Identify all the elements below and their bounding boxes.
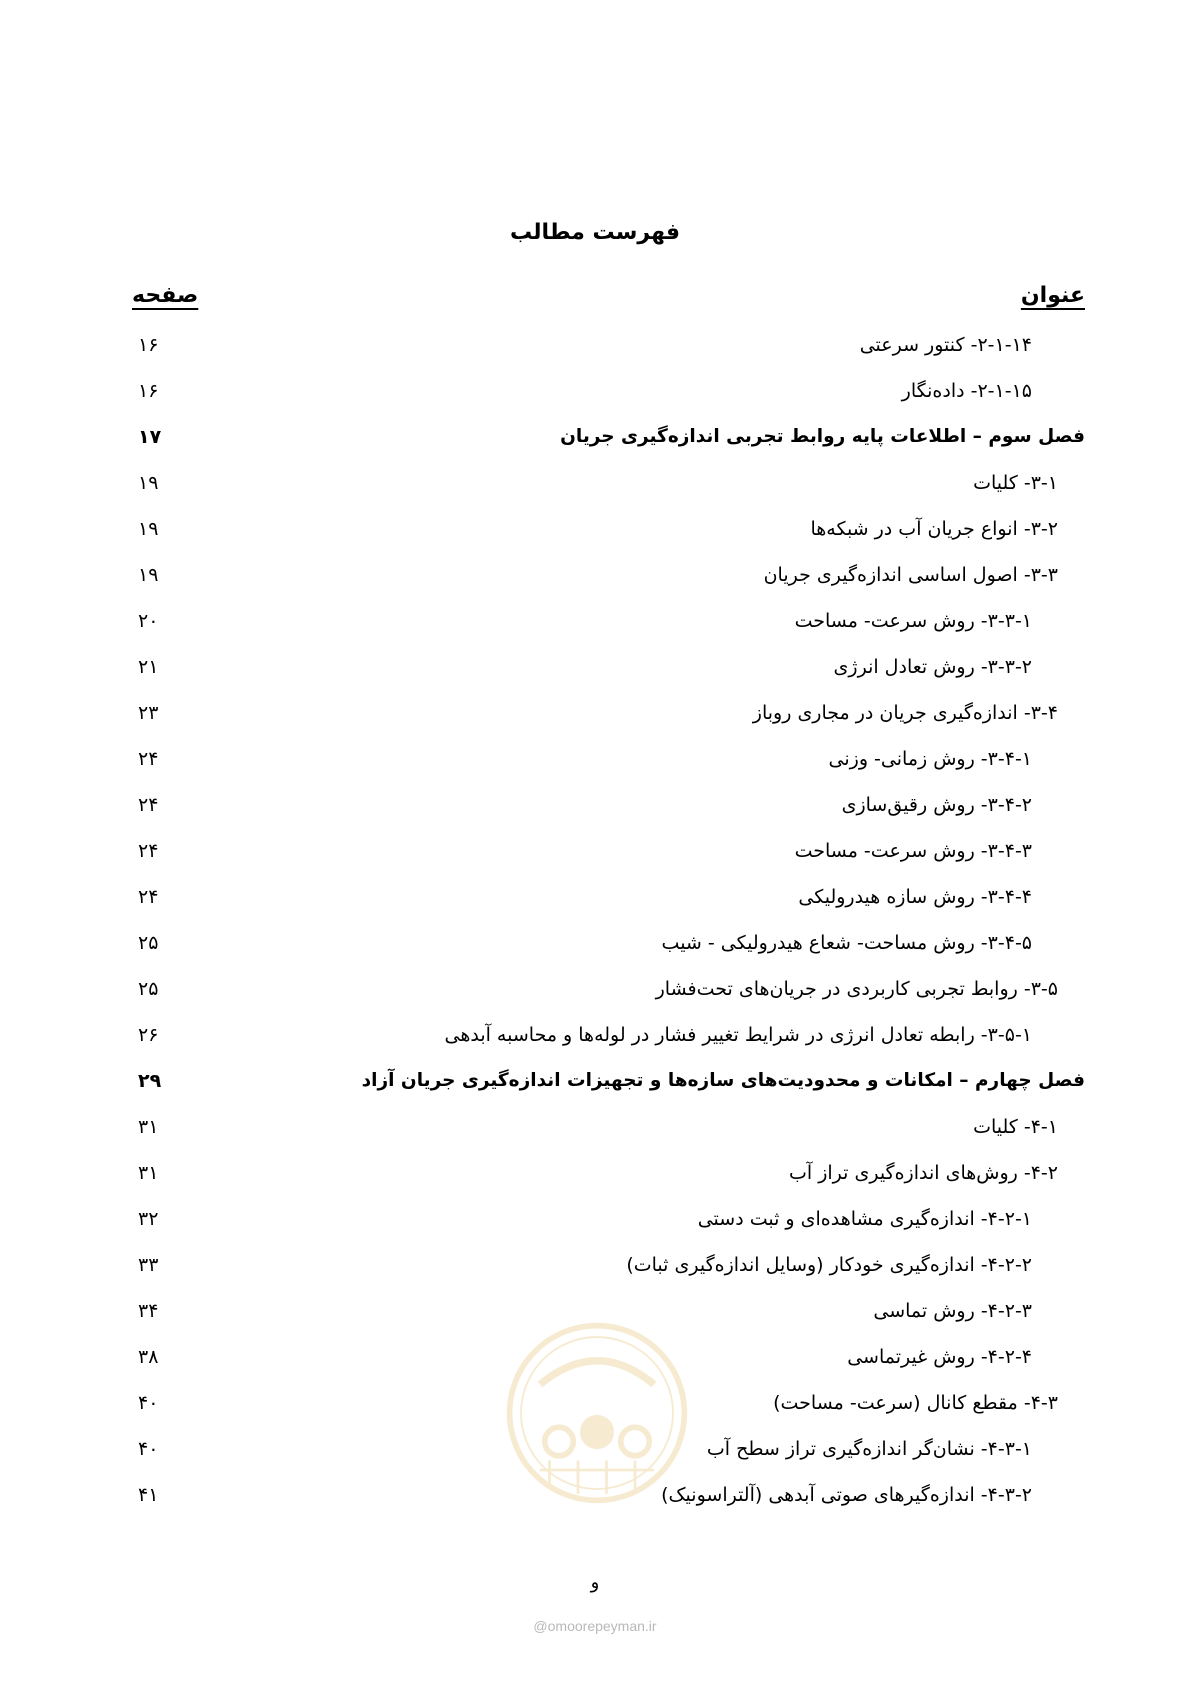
toc-entry-page: ۲۴ xyxy=(138,886,159,908)
toc-entry-title: ۴-۱- کلیات xyxy=(973,1116,1058,1138)
toc-entry-title: ۳-۱- کلیات xyxy=(973,472,1058,494)
toc-entry xyxy=(0,828,1190,874)
toc-entry xyxy=(0,966,1190,1012)
toc-entry xyxy=(0,736,1190,782)
toc-entry-page: ۳۱ xyxy=(138,1162,159,1184)
toc-entry-page: ۲۳ xyxy=(138,702,159,724)
toc-entry-page: ۱۶ xyxy=(138,380,159,402)
toc-entry xyxy=(0,782,1190,828)
toc-entry-page: ۲۴ xyxy=(138,794,159,816)
toc-entry-title: ۴-۳- مقطع کانال (سرعت- مساحت) xyxy=(773,1392,1058,1414)
toc-entry-title: ۳-۴-۲- روش رقیق‌سازی xyxy=(841,794,1032,816)
toc-entry-title: ۴-۳-۱- نشان‌گر اندازه‌گیری تراز سطح آب xyxy=(706,1438,1032,1460)
toc-entry-page: ۳۳ xyxy=(138,1254,159,1276)
toc-entry xyxy=(0,1150,1190,1196)
page-number: و xyxy=(590,1572,600,1593)
toc-entry-page: ۱۹ xyxy=(138,472,159,494)
page-title: فهرست مطالب xyxy=(509,220,681,245)
toc-entry-page: ۲۵ xyxy=(138,978,159,1000)
toc-entry xyxy=(0,1012,1190,1058)
toc-entry-page: ۳۸ xyxy=(138,1346,159,1368)
toc-entry-title: ۳-۴-۴- روش سازه هیدرولیکی xyxy=(798,886,1032,908)
toc-entry xyxy=(0,368,1190,414)
toc-entry-title: ۳-۳-۱- روش سرعت- مساحت xyxy=(794,610,1032,632)
toc-entry-title: ۲-۱-۱۴- کنتور سرعتی xyxy=(859,334,1032,356)
toc-entry xyxy=(0,1104,1190,1150)
toc-entry xyxy=(0,460,1190,506)
toc-entry-title: ۳-۴-۱- روش زمانی- وزنی xyxy=(828,748,1032,770)
toc-entry-title: فصل سوم – اطلاعات پایه روابط تجربی اندازه‌گیری جریان xyxy=(560,426,1085,447)
toc-entry-title: ۴-۲-۱- اندازه‌گیری مشاهده‌ای و ثبت دستی xyxy=(697,1208,1032,1230)
toc-entry-page: ۱۶ xyxy=(138,334,159,356)
toc-entry xyxy=(0,874,1190,920)
watermark-seal-icon xyxy=(502,1318,692,1508)
toc-entry-page: ۲۹ xyxy=(138,1070,162,1092)
toc-entry-page: ۲۶ xyxy=(138,1024,159,1046)
toc-entry-title: ۳-۴-۵- روش مساحت- شعاع هیدرولیکی - شیب xyxy=(661,932,1032,954)
toc-entry-page: ۲۰ xyxy=(138,610,159,632)
toc-entry xyxy=(0,1058,1190,1104)
page-column-header: صفحه xyxy=(132,283,199,308)
toc-entry-page: ۳۲ xyxy=(138,1208,159,1230)
toc-entry-page: ۲۴ xyxy=(138,748,159,770)
toc-entry xyxy=(0,552,1190,598)
toc-entry-title: ۴-۲-۳- روش تماسی xyxy=(873,1300,1032,1322)
toc-entry-page: ۲۱ xyxy=(138,656,159,678)
toc-entry-title: فصل چهارم – امکانات و محدودیت‌های سازه‌ها و تجهیزات اندازه‌گیری جریان آزاد xyxy=(361,1070,1085,1091)
toc-entry-page: ۴۰ xyxy=(138,1392,159,1414)
toc-entry xyxy=(0,920,1190,966)
toc-entry xyxy=(0,690,1190,736)
toc-entry-page: ۲۵ xyxy=(138,932,159,954)
toc-entry-title: ۳-۵- روابط تجربی کاربردی در جریان‌های تحت‌فشار xyxy=(655,978,1058,1000)
toc-entry xyxy=(0,598,1190,644)
toc-entry-page: ۱۹ xyxy=(138,564,159,586)
toc-entry-title: ۳-۳- اصول اساسی اندازه‌گیری جریان xyxy=(763,564,1058,586)
toc-entry-title: ۳-۵-۱- رابطه تعادل انرژی در شرایط تغییر فشار در لوله‌ها و محاسبه آبدهی xyxy=(444,1024,1032,1046)
toc-entry xyxy=(0,644,1190,690)
toc-entry-title: ۳-۴-۳- روش سرعت- مساحت xyxy=(794,840,1032,862)
toc-entry-title: ۴-۳-۲- اندازه‌گیرهای صوتی آبدهی (آلتراسونیک) xyxy=(661,1484,1032,1506)
toc-entry-page: ۴۱ xyxy=(138,1484,159,1506)
toc-entry xyxy=(0,1242,1190,1288)
toc-entry-title: ۳-۲- انواع جریان آب در شبکه‌ها xyxy=(810,518,1058,540)
footer-url: @omoorepeyman.ir xyxy=(533,1618,657,1634)
toc-entry-page: ۴۰ xyxy=(138,1438,159,1460)
toc-entry-page: ۳۱ xyxy=(138,1116,159,1138)
toc-entry-page: ۳۴ xyxy=(138,1300,159,1322)
toc-entry-page: ۱۷ xyxy=(138,426,162,448)
toc-entry xyxy=(0,414,1190,460)
toc-entry-title: ۳-۳-۲- روش تعادل انرژی xyxy=(833,656,1032,678)
toc-entry-title: ۲-۱-۱۵- داده‌نگار xyxy=(901,380,1032,402)
toc-entry-page: ۱۹ xyxy=(138,518,159,540)
toc-entry xyxy=(0,322,1190,368)
toc-entry xyxy=(0,506,1190,552)
toc-entry-page: ۲۴ xyxy=(138,840,159,862)
title-column-header: عنوان xyxy=(1020,283,1085,308)
toc-entry-title: ۳-۴- اندازه‌گیری جریان در مجاری روباز xyxy=(752,702,1058,724)
toc-entry-title: ۴-۲-۴- روش غیرتماسی xyxy=(847,1346,1032,1368)
toc-entry-title: ۴-۲-۲- اندازه‌گیری خودکار (وسایل اندازه‌گیری ثبات) xyxy=(626,1254,1032,1276)
toc-entry-title: ۴-۲- روش‌های اندازه‌گیری تراز آب xyxy=(789,1162,1058,1184)
toc-entry xyxy=(0,1196,1190,1242)
